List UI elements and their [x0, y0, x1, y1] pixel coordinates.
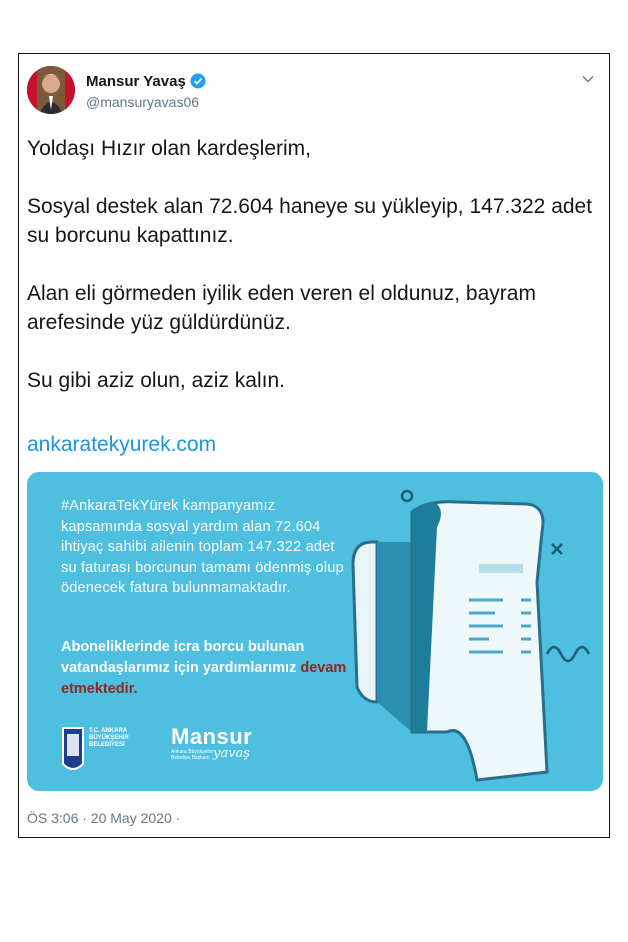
brand-name: Mansur: [171, 724, 253, 749]
cross-decoration-icon: [552, 544, 562, 554]
brand-subtitle: Ankara Büyükşehir Belediye Başkanı: [171, 749, 213, 761]
avatar[interactable]: [27, 66, 75, 114]
tweet-media-image[interactable]: [27, 472, 603, 791]
chevron-down-icon[interactable]: [581, 72, 595, 86]
circle-decoration-icon: [402, 491, 412, 501]
tweet-paragraph: Yoldaşı Hızır olan kardeşlerim,: [27, 137, 312, 160]
brand-script: yavaş: [213, 746, 250, 761]
tweet-text: [27, 134, 602, 395]
tweet-paragraph: Alan eli görmeden iyilik eden veren el oldunuz, bayram arefesinde yüz güldürdünüz.: [27, 282, 536, 334]
tweet-card[interactable]: [18, 53, 610, 838]
user-avatar-icon: [27, 66, 75, 114]
municipality-logo-text: T.C. ANKARA BÜYÜKŞEHİR BELEDİYESİ: [89, 728, 129, 748]
promo-bold-main: Aboneliklerinde icra borcu bulunan vatandaşlarımız için yardımlarımız: [61, 639, 305, 676]
author-handle[interactable]: @mansuryavas06: [86, 94, 200, 110]
tweet-link[interactable]: ankaratekyurek.com: [27, 433, 217, 456]
ankara-emblem-icon: [63, 728, 83, 769]
verified-badge-icon: [190, 73, 206, 89]
tweet-paragraph: Su gibi aziz olun, aziz kalın.: [27, 369, 285, 392]
wave-decoration-icon: [547, 647, 589, 661]
promo-highlight: devam etmektedir.: [61, 660, 347, 697]
promo-bold-text: [61, 637, 361, 700]
author-name[interactable]: Mansur Yavaş: [86, 73, 186, 90]
tweet-timestamp[interactable]: ÖS 3:06 · 20 May 2020 ·: [27, 810, 181, 826]
promo-text: #AnkaraTekYürek kampanyamız kapsamında sosyal yardım alan 72.604 ihtiyaç sahibi ailenin toplam 147.322 adet su faturası borcunun tamamı ödenmiş olup ödenecek fatura bulunmamaktadır.: [61, 498, 344, 596]
tweet-paragraph: Sosyal destek alan 72.604 haneye su yükleyip, 147.322 adet su borcunu kapattınız.: [27, 195, 593, 247]
